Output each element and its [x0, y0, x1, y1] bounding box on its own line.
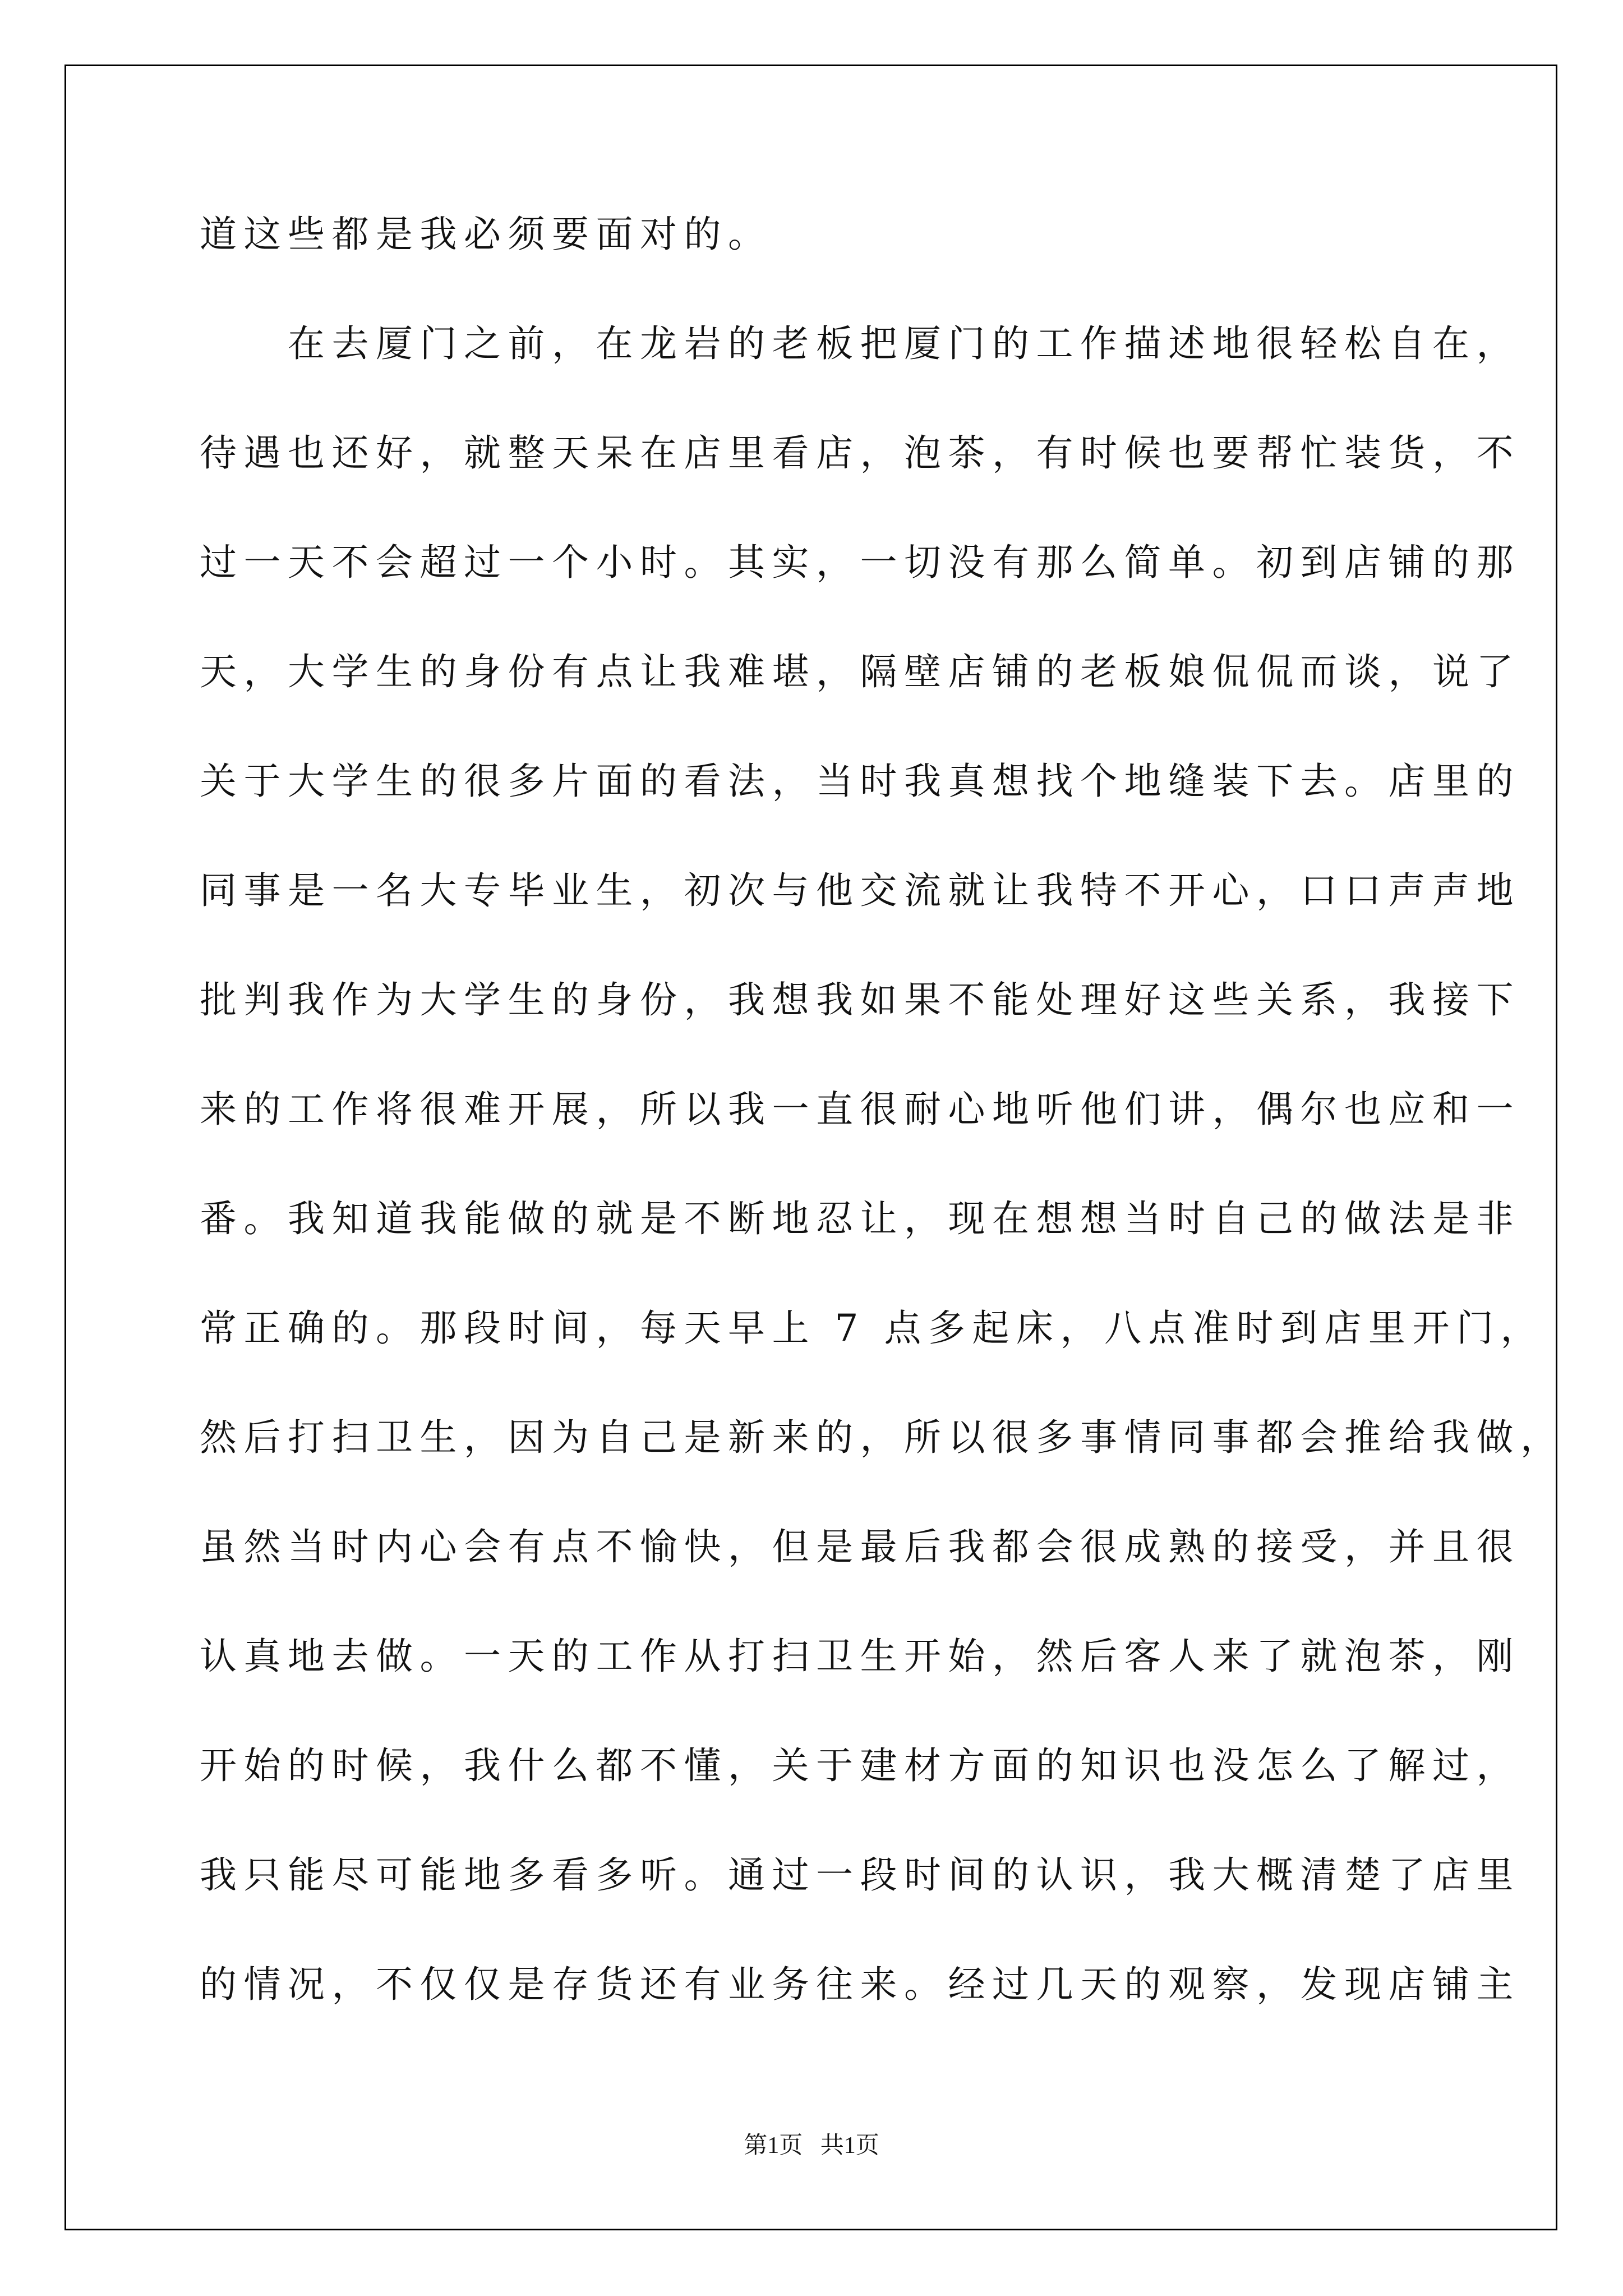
- text-line: 来的工作将很难开展，所以我一直很耐心地听他们讲，偶尔也应和一: [200, 1088, 1520, 1131]
- text-line: 在去厦门之前，在龙岩的老板把厦门的工作描述地很轻松自在，: [200, 322, 1520, 365]
- text-line: 关于大学生的很多片面的看法，当时我真想找个地缝装下去。店里的: [200, 760, 1520, 803]
- text-line: 常正确的。那段时间，每天早上 7 点多起床，八点准时到店里开门，: [200, 1306, 1544, 1350]
- text-line: 的情况，不仅仅是存货还有业务往来。经过几天的观察，发现店铺主: [200, 1963, 1520, 2006]
- text-line: 天，大学生的身份有点让我难堪，隔壁店铺的老板娘侃侃而谈，说了: [200, 650, 1520, 693]
- text-line: 道这些都是我必须要面对的。: [200, 213, 772, 256]
- text-line: 虽然当时内心会有点不愉快，但是最后我都会很成熟的接受，并且很: [200, 1525, 1520, 1568]
- text-line: 我只能尽可能地多看多听。通过一段时间的认识，我大概清楚了店里: [200, 1853, 1520, 1897]
- text-line: 认真地去做。一天的工作从打扫卫生开始，然后客人来了就泡茶，刚: [200, 1635, 1520, 1678]
- text-line: 过一天不会超过一个小时。其实，一切没有那么简单。初到店铺的那: [200, 541, 1520, 584]
- text-line: 待遇也还好，就整天呆在店里看店，泡茶，有时候也要帮忙装货，不: [200, 431, 1520, 475]
- text-line: 然后打扫卫生，因为自己是新来的，所以很多事情同事都会推给我做，: [200, 1416, 1565, 1459]
- text-line: 同事是一名大专毕业生，初次与他交流就让我特不开心，口口声声地: [200, 869, 1520, 912]
- text-line: 开始的时候，我什么都不懂，关于建材方面的知识也没怎么了解过，: [200, 1744, 1520, 1787]
- page-number-footer: 第1页 共1页: [744, 2133, 879, 2159]
- text-line: 批判我作为大学生的身份，我想我如果不能处理好这些关系，我接下: [200, 978, 1520, 1022]
- text-line: 番。我知道我能做的就是不断地忍让，现在想想当时自己的做法是非: [200, 1197, 1520, 1240]
